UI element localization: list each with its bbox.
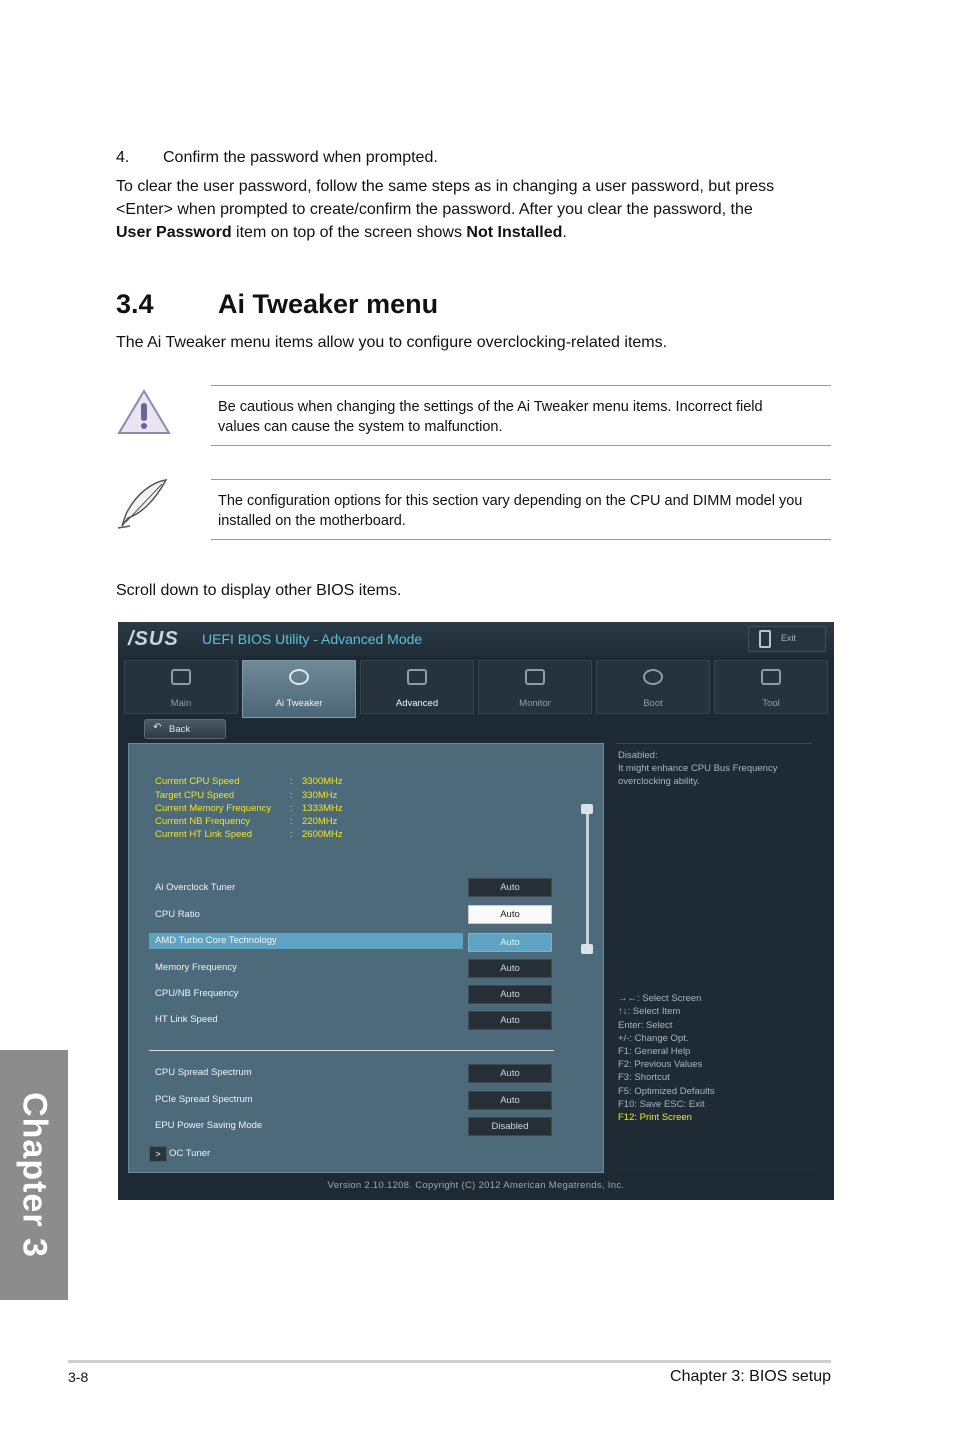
help-line: It might enhance CPU Bus Frequency: [618, 763, 778, 774]
page-number: 3-8: [68, 1369, 89, 1385]
tab-monitor[interactable]: [478, 660, 592, 714]
footer-rule: [68, 1360, 831, 1363]
help-line: Disabled:: [618, 750, 658, 761]
scroll-note: Scroll down to display other BIOS items.: [116, 582, 402, 599]
setting-value-button[interactable]: Auto: [468, 905, 552, 924]
settings-divider: [149, 1050, 554, 1051]
key-hint-print-screen: F12: Print Screen: [618, 1112, 692, 1123]
warning-triangle-icon: [116, 388, 172, 436]
key-hint: F2: Previous Values: [618, 1059, 703, 1070]
setting-label: CPU Ratio: [155, 909, 200, 920]
tab-label: Boot: [643, 698, 663, 709]
chapter-tab-label: Chapter 3: [15, 1092, 54, 1258]
settings-scrollbar[interactable]: [581, 804, 593, 954]
setting-label: EPU Power Saving Mode: [155, 1120, 263, 1131]
key-hint: F10: Save ESC: Exit: [618, 1099, 705, 1110]
info-value: 330MHz: [302, 790, 338, 801]
step-text: Confirm the password when prompted.: [163, 149, 438, 166]
note-line-2: installed on the motherboard.: [218, 513, 406, 529]
feather-quill-icon: [114, 476, 172, 532]
tweaker-icon: [289, 669, 309, 685]
setting-value-button[interactable]: Disabled: [468, 1117, 552, 1136]
submenu-arrow-icon[interactable]: >: [149, 1146, 167, 1162]
setting-value-button[interactable]: Auto: [468, 985, 552, 1004]
clear-mid-text: item on top of the screen shows: [231, 224, 467, 241]
advanced-icon: [407, 669, 427, 685]
setting-value-button[interactable]: Auto: [468, 1091, 552, 1110]
scroll-down-icon[interactable]: [581, 944, 593, 954]
info-key: Target CPU Speed: [155, 790, 235, 801]
exit-icon: [759, 630, 771, 648]
key-hint: Enter: Select: [618, 1020, 673, 1031]
tab-label: Advanced: [395, 698, 439, 709]
info-value: 220MHz: [302, 816, 338, 827]
key-hint: F5: Optimized Defaults: [618, 1086, 715, 1097]
setting-label: CPU/NB Frequency: [155, 988, 239, 999]
section-number: 3.4: [116, 289, 154, 319]
back-label: Back: [169, 724, 191, 735]
info-value: 3300MHz: [302, 776, 343, 787]
tab-boot[interactable]: [596, 660, 710, 714]
key-hint: +/-: Change Opt.: [618, 1033, 689, 1044]
info-key: Current HT Link Speed: [155, 829, 252, 840]
tab-label: Ai Tweaker: [275, 698, 323, 709]
printer-icon: [761, 669, 781, 685]
scroll-up-icon[interactable]: [581, 804, 593, 814]
clear-line-1: To clear the user password, follow the same steps as in changing a user password, but press: [116, 178, 775, 195]
tab-tool[interactable]: [714, 660, 828, 714]
key-hint: F1: General Help: [618, 1046, 691, 1057]
key-hint: ↑↓: Select Item: [618, 1006, 681, 1017]
caution-text: [218, 397, 830, 437]
help-divider: [616, 743, 812, 744]
help-panel: [612, 743, 818, 1171]
caution-top-rule: [211, 385, 831, 386]
info-key: Current Memory Frequency: [155, 803, 272, 814]
tab-label: Main: [170, 698, 192, 709]
clear-line-3: [116, 221, 846, 244]
note-bottom-rule: [211, 539, 831, 540]
step-number: 4.: [116, 149, 130, 166]
setting-label: CPU Spread Spectrum: [155, 1067, 252, 1078]
bios-title-bar: [118, 622, 834, 656]
setting-value-button[interactable]: Auto: [468, 1064, 552, 1083]
footer-chapter: Chapter 3: BIOS setup: [670, 1368, 831, 1385]
tab-label: Monitor: [519, 698, 551, 709]
caution-line-1: Be cautious when changing the settings of the Ai Tweaker menu items. Incorrect field: [218, 399, 763, 415]
info-value: 2600MHz: [302, 829, 343, 840]
clear-line-2: <Enter> when prompted to create/confirm the password. After you clear the password, the: [116, 201, 753, 218]
info-separator: :: [290, 829, 293, 840]
setting-value-button[interactable]: Auto: [468, 959, 552, 978]
setting-label: HT Link Speed: [155, 1014, 218, 1025]
setting-label: PCIe Spread Spectrum: [155, 1094, 253, 1105]
help-line: overclocking ability.: [618, 776, 700, 787]
back-arrow-icon: ↶: [153, 722, 162, 733]
bios-screenshot: [118, 622, 834, 1200]
info-separator: :: [290, 790, 293, 801]
section-intro: The Ai Tweaker menu items allow you to configure overclocking-related items.: [116, 334, 668, 351]
oc-tuner-link[interactable]: OC Tuner: [169, 1148, 211, 1159]
exit-label: Exit: [781, 633, 797, 643]
scroll-track[interactable]: [586, 814, 589, 944]
asus-logo: /SUS: [128, 628, 179, 650]
exit-button[interactable]: [748, 626, 826, 652]
monitor-icon: [525, 669, 545, 685]
power-icon: [643, 669, 663, 685]
user-password-term: User Password: [116, 224, 232, 241]
not-installed-term: Not Installed: [466, 224, 563, 241]
info-key: Current CPU Speed: [155, 776, 240, 787]
note-text: [218, 491, 830, 531]
setting-label: Memory Frequency: [155, 962, 237, 973]
clear-end: .: [562, 224, 567, 241]
caution-line-2: values can cause the system to malfunction.: [218, 419, 503, 435]
tab-label: Tool: [762, 698, 780, 709]
caution-bottom-rule: [211, 445, 831, 446]
setting-value-button[interactable]: Auto: [468, 1011, 552, 1030]
chapter-tab: [0, 1050, 68, 1300]
tab-main[interactable]: [124, 660, 238, 714]
info-key: Current NB Frequency: [155, 816, 251, 827]
info-separator: :: [290, 803, 293, 814]
bios-version: Version 2.10.1208. Copyright (C) 2012 American Megatrends, Inc.: [327, 1180, 625, 1191]
back-button[interactable]: [144, 719, 226, 739]
setting-label: AMD Turbo Core Technology: [155, 935, 277, 946]
setting-value-button[interactable]: Auto: [468, 878, 552, 897]
tab-advanced[interactable]: [360, 660, 474, 714]
note-top-rule: [211, 479, 831, 480]
info-value: 1333MHz: [302, 803, 343, 814]
note-line-1: The configuration options for this section vary depending on the CPU and DIMM model you: [218, 493, 803, 509]
setting-value-button[interactable]: Auto: [468, 933, 552, 952]
info-separator: :: [290, 816, 293, 827]
section-title: Ai Tweaker menu: [218, 289, 439, 319]
setting-label: Ai Overclock Tuner: [155, 882, 236, 893]
bios-title: UEFI BIOS Utility - Advanced Mode: [202, 631, 423, 647]
info-separator: :: [290, 776, 293, 787]
tab-ai-tweaker[interactable]: [242, 660, 356, 718]
clear-password-paragraph: [116, 175, 846, 244]
key-hint: F3: Shortcut: [618, 1072, 670, 1083]
key-hint: →←: Select Screen: [618, 993, 702, 1004]
settings-panel: [128, 743, 604, 1173]
list-icon: [171, 669, 191, 685]
